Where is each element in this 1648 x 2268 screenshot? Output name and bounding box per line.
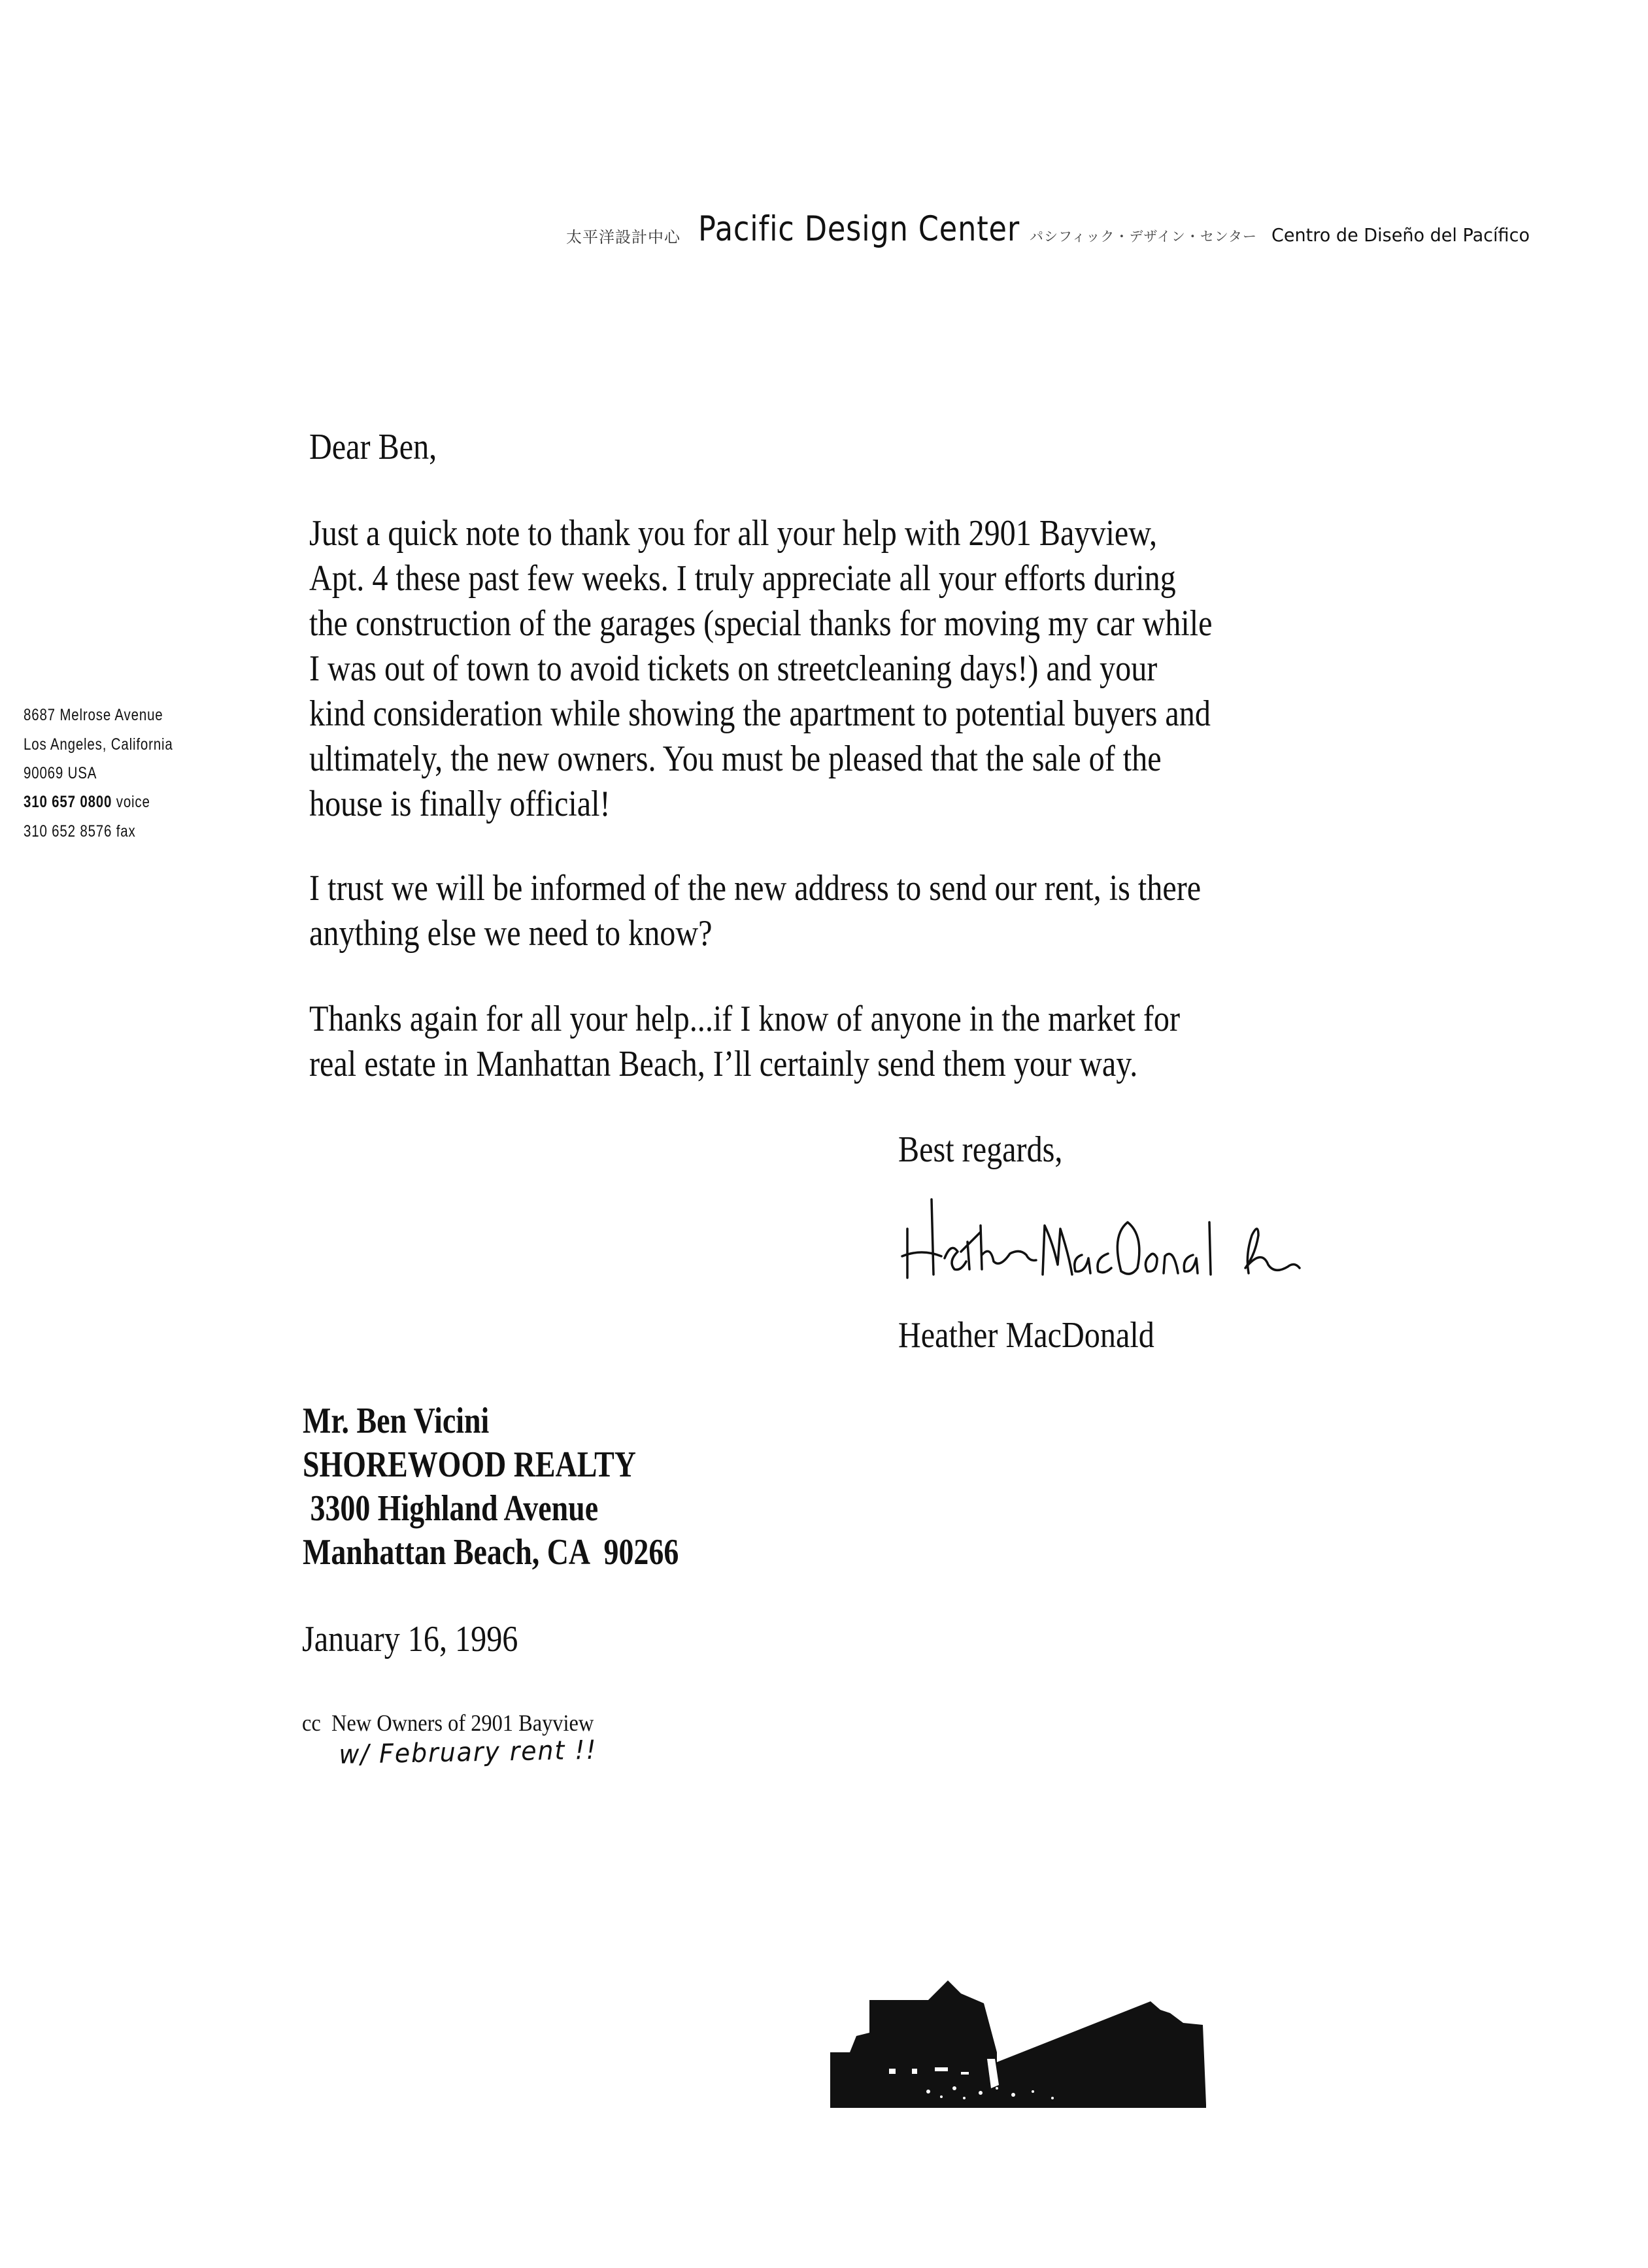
signature-stroke bbox=[982, 1251, 1036, 1263]
building-left-tower bbox=[830, 1980, 997, 2105]
sender-voice-number: 310 657 0800 bbox=[24, 793, 112, 811]
paragraph-line: ultimately, the new owners. You must be pleased that the sale of the bbox=[309, 739, 1162, 779]
signature-stroke bbox=[1245, 1229, 1300, 1273]
paragraph-line: the construction of the garages (special thanks for moving my car while bbox=[309, 603, 1213, 644]
paragraph-line: I was out of town to avoid tickets on streetcleaning days!) and your bbox=[309, 648, 1158, 689]
building-right-hall bbox=[997, 2001, 1206, 2105]
letterhead-spanish-name: Centro de Diseño del Pacífico bbox=[1271, 224, 1530, 246]
paragraph-line: anything else we need to know? bbox=[309, 913, 713, 954]
signature-stroke bbox=[1209, 1222, 1211, 1275]
sender-fax: 310 652 8576 fax bbox=[24, 822, 136, 841]
recipient-name: Mr. Ben Vicini bbox=[303, 1401, 490, 1441]
signature-stroke bbox=[981, 1226, 982, 1269]
building-base bbox=[830, 2105, 1206, 2108]
sender-zip-country: 90069 USA bbox=[24, 764, 97, 782]
building-silhouette-logo bbox=[830, 1974, 1392, 2118]
letterhead-title: Pacific Design Center bbox=[698, 209, 1020, 249]
paragraph-line: real estate in Manhattan Beach, I’ll certainly send them your way. bbox=[309, 1044, 1138, 1084]
paragraph-line: Thanks again for all your help...if I know of anyone in the market for bbox=[309, 999, 1181, 1039]
salutation: Dear Ben, bbox=[309, 427, 437, 467]
signature-stroke bbox=[1117, 1222, 1139, 1274]
signature-stroke bbox=[1098, 1254, 1111, 1273]
paragraph-line: Apt. 4 these past few weeks. I truly appreciate all your efforts during bbox=[309, 558, 1176, 599]
cc-line: cc New Owners of 2901 Bayview bbox=[302, 1710, 594, 1736]
letterhead bbox=[0, 0, 1648, 275]
letter-date: January 16, 1996 bbox=[302, 1619, 518, 1659]
signature-stroke bbox=[1184, 1255, 1198, 1273]
recipient-company: SHOREWOOD REALTY bbox=[303, 1444, 636, 1485]
sender-voice-label: voice bbox=[116, 793, 150, 811]
handwritten-note: w/ February rent !! bbox=[339, 1735, 597, 1770]
paragraph-line: kind consideration while showing the apartment to potential buyers and bbox=[309, 693, 1211, 734]
paragraph-line: I trust we will be informed of the new address to send our rent, is there bbox=[309, 868, 1202, 909]
signer-name: Heather MacDonald bbox=[898, 1315, 1154, 1356]
letterhead-chinese-name: 太平洋設計中心 bbox=[566, 228, 681, 246]
letterhead-japanese-name: パシフィック・デザイン・センター bbox=[1030, 229, 1258, 244]
signature-stroke bbox=[961, 1232, 981, 1252]
recipient-street: 3300 Highland Avenue bbox=[303, 1488, 599, 1529]
sender-street: 8687 Melrose Avenue bbox=[24, 706, 163, 724]
closing: Best regards, bbox=[898, 1129, 1063, 1170]
sender-voice bbox=[24, 793, 150, 812]
signature-stroke bbox=[1164, 1254, 1178, 1273]
signature-stroke bbox=[932, 1199, 933, 1275]
recipient-city-state-zip: Manhattan Beach, CA 90266 bbox=[303, 1532, 679, 1573]
sender-city-state: Los Angeles, California bbox=[24, 735, 173, 754]
signature-stroke bbox=[1043, 1226, 1072, 1275]
signature-stroke bbox=[1145, 1254, 1157, 1271]
paragraph-line: Just a quick note to thank you for all your help with 2901 Bayview, bbox=[309, 513, 1157, 554]
signature bbox=[896, 1196, 1504, 1288]
paragraph-line: house is finally official! bbox=[309, 784, 611, 824]
signature-stroke bbox=[1075, 1255, 1090, 1273]
